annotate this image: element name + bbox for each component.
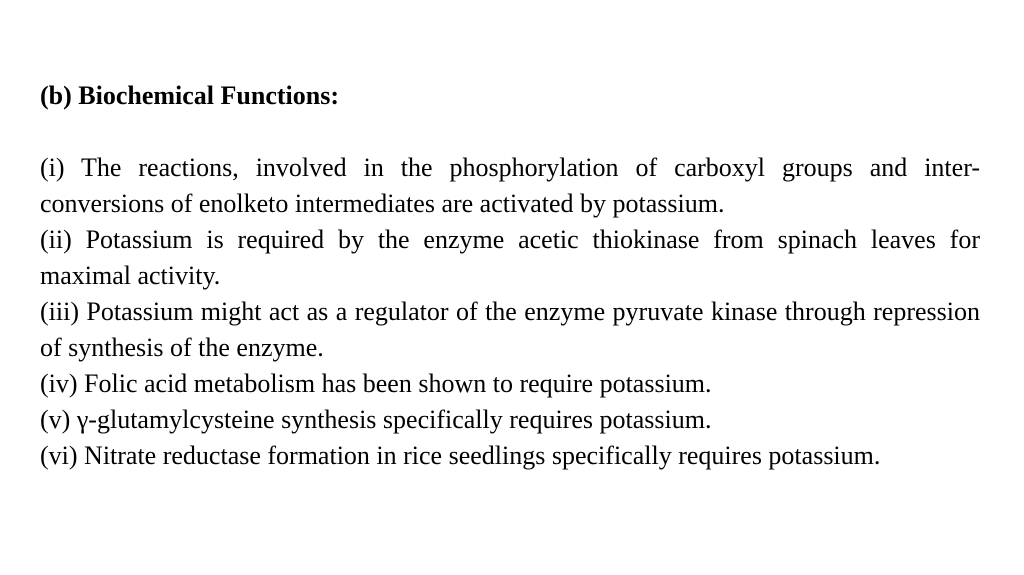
heading-spacer — [40, 114, 980, 150]
point-ii: (ii) Potassium is required by the enzyme acetic thiokinase from spinach leaves for maximal activity. — [40, 225, 980, 290]
point-iii: (iii) Potassium might act as a regulator of the enzyme pyruvate kinase through repression of synthesis of the enzyme. — [40, 297, 980, 362]
point-v: (v) γ-glutamylcysteine synthesis specifically requires potassium. — [40, 405, 712, 434]
point-i: (i) The reactions, involved in the phosphorylation of carboxyl groups and inter-conversions of enolketo intermediates are activated by potassium. — [40, 153, 980, 218]
slide-content — [40, 78, 980, 474]
section-heading: (b) Biochemical Functions: — [40, 81, 339, 110]
point-iv: (iv) Folic acid metabolism has been shown to require potassium. — [40, 369, 712, 398]
point-vi: (vi) Nitrate reductase formation in rice seedlings specifically requires potassium. — [40, 441, 881, 470]
